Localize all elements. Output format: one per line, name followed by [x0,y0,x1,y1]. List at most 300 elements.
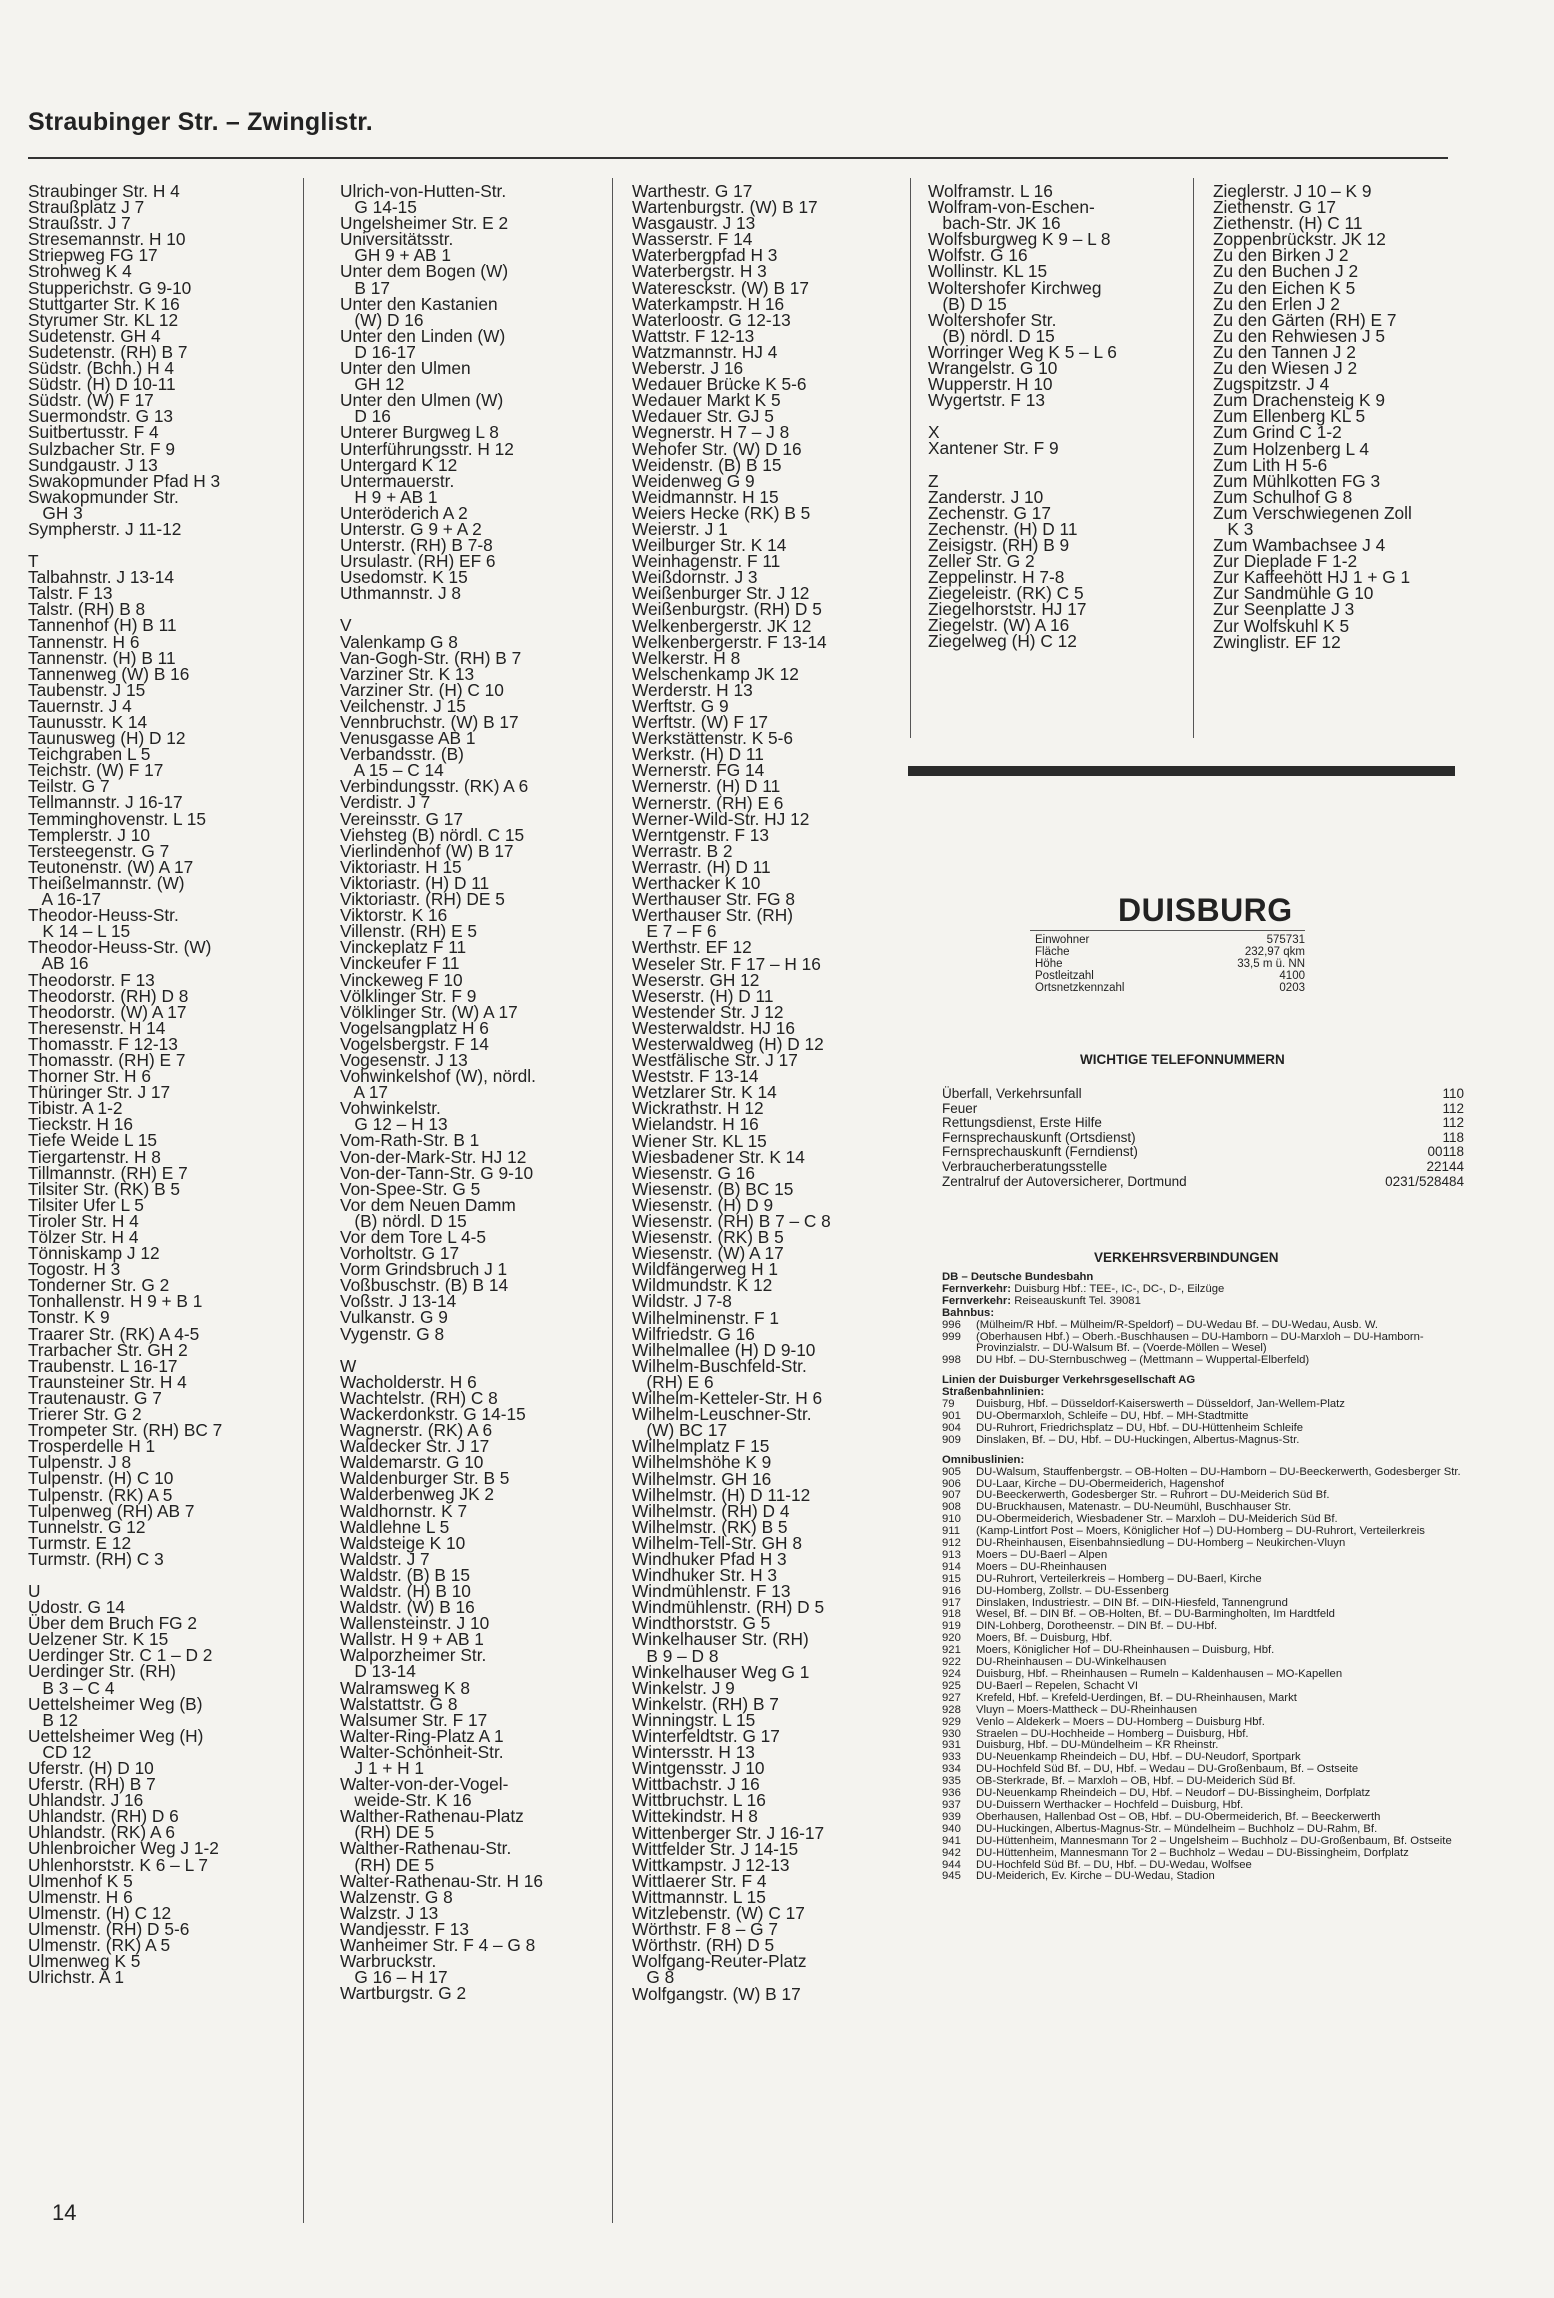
street-entry: Winterfeldtstr. G 17 [632,1726,780,1746]
street-entry: (B) nördl. D 15 [340,1210,467,1231]
street-entry: Valenkamp G 8 [340,631,458,652]
street-entry: Wegnerstr. H 7 – J 8 [632,422,790,443]
street-entry: Waldstr. (W) B 16 [340,1597,475,1618]
street-entry: Tulpenstr. (H) C 10 [28,1468,174,1489]
street-entry: Wildstr. J 7-8 [632,1291,732,1312]
street-entry: Warbruckstr. [340,1951,437,1972]
street-entry: Waldstr. J 7 [340,1548,430,1569]
street-entry: B 9 – D 8 [632,1645,719,1666]
route-description: Wesel, Bf. – DIN Bf. – OB-Holten, Bf. – DU-Barmingholten, Im Hardtfeld [976,1608,1335,1621]
transport-title: VERKEHRSVERBINDUNGEN [1094,1250,1279,1265]
section-letter: U [28,1580,41,1601]
street-entry: Zur Wolfskuhl K 5 [1213,615,1350,636]
route-line [942,1332,1464,1356]
street-entry: Wilhelm-Buschfeld-Str. [632,1355,807,1376]
route-number: 928 [942,1703,961,1716]
street-entry: Wernerstr. (H) D 11 [632,776,781,797]
street-entry: Waldenburger Str. B 5 [340,1468,510,1489]
street-entry: Traarer Str. (RK) A 4-5 [28,1323,200,1344]
stat-label: Höhe [1035,958,1063,970]
street-entry: Wilhelmallee (H) D 9-10 [632,1339,816,1360]
column-divider [303,178,304,2223]
street-entry: B 3 – C 4 [28,1677,115,1698]
phone-row [942,1160,1464,1175]
street-entry: Unteröderich A 2 [340,502,468,523]
street-entry: Vor dem Tore L 4-5 [340,1227,487,1247]
street-entry: GH 12 [340,374,405,395]
route-description: DU-Homberg, Zollstr. – DU-Essenberg [976,1584,1169,1597]
street-entry: Walter-Ring-Platz A 1 [340,1725,504,1746]
route-number: 901 [942,1409,961,1422]
route-description: Vluyn – Moers-Mattheck – DU-Rheinhausen [976,1703,1198,1716]
street-entry: Voßbuschstr. (B) B 14 [340,1275,509,1296]
street-entry: Unter dem Bogen (W) [340,261,509,282]
street-entry: H 9 + AB 1 [340,486,438,507]
route-number: 934 [942,1763,961,1776]
route-description: DU-Hochfeld Süd Bf. – DU, Hbf. – DU-Wedau, Wolfsee [976,1858,1252,1871]
street-entry: Tölzer Str. H 4 [28,1227,139,1247]
street-entry: Wilhelmplatz F 15 [632,1436,770,1457]
street-entry: Watzmannstr. HJ 4 [632,341,778,362]
street-entry: Weserstr. GH 12 [632,969,760,990]
street-entry: Werftstr. (W) F 17 [632,712,769,733]
street-entry: Vohwinkelshof (W), nördl. [340,1066,536,1087]
street-entry: Unterstr. G 9 + A 2 [340,518,482,539]
stat-row [1035,934,1305,946]
route-number: 936 [942,1787,961,1800]
phone-label: Fernsprechauskunft (Ortsdienst) [942,1129,1136,1145]
street-entry: Wiener Str. KL 15 [632,1130,767,1151]
street-entry: Werrastr. (H) D 11 [632,856,771,877]
route-line [942,1423,1464,1435]
street-entry: Werthstr. EF 12 [632,937,752,958]
route-number: 942 [942,1846,961,1859]
street-entry: Zu den Wiesen J 2 [1213,358,1358,379]
phone-number: 00118 [1427,1144,1464,1160]
route-description: Dinslaken, Industriestr. – DIN Bf. – DIN-Hiesfeld, Tannengrund [976,1596,1288,1609]
street-entry: G 16 – H 17 [340,1967,448,1988]
street-entry: Zum Grind C 1-2 [1213,422,1342,443]
route-number: 944 [942,1858,961,1871]
street-entry: Uhlenhorststr. K 6 – L 7 [28,1854,208,1875]
street-entry: Unter den Ulmen [340,358,471,379]
street-entry: Sulzbacher Str. F 9 [28,438,175,459]
street-entry: Winningstr. L 15 [632,1709,756,1730]
street-entry: Westerwaldstr. HJ 16 [632,1017,795,1038]
street-entry: Sudetenstr. GH 4 [28,325,161,346]
route-number: 996 [942,1318,961,1331]
stat-value: 575731 [1266,934,1305,946]
street-entry: Swakopmunder Pfad H 3 [28,470,221,491]
street-entry: Wedauer Str. GJ 5 [632,406,774,427]
street-entry: Turmstr. (RH) C 3 [28,1548,164,1569]
street-entry: Weißdornstr. J 3 [632,567,758,588]
street-entry: Weserstr. (H) D 11 [632,985,774,1006]
street-entry: Vereinsstr. G 17 [340,808,463,829]
route-line [942,1871,1464,1883]
route-description: Moers – DU-Baerl – Alpen [976,1548,1108,1561]
street-entry: Wollinstr. KL 15 [928,261,1048,282]
stat-label: Ortsnetzkennzahl [1035,982,1125,994]
route-number: 941 [942,1834,961,1847]
street-entry: Zu den Buchen J 2 [1213,261,1359,282]
street-entry: Traubenstr. L 16-17 [28,1355,178,1376]
street-entry: Wagnerstr. (RK) A 6 [340,1420,493,1441]
route-description: DU-Hüttenheim, Mannesmann Tor 2 – Buchholz – Wedau – DU-Bissingheim, Dorfplatz [976,1846,1409,1859]
street-entry: Tönniskamp J 12 [28,1243,160,1264]
route-number: 935 [942,1775,961,1788]
street-entry: Über dem Bruch FG 2 [28,1613,198,1634]
route-description: Straelen – DU-Hochheide – Homberg – Duisburg, Hbf. [976,1727,1249,1740]
phone-label: Überfall, Verkehrsunfall [942,1086,1082,1101]
street-entry: Werkstr. (H) D 11 [632,744,764,765]
street-entry: Wilfriedstr. G 16 [632,1323,755,1344]
street-entry: Viktoriastr. H 15 [340,856,462,877]
street-entry: Walzenstr. G 8 [340,1886,453,1907]
street-entry: Winkelstr. (RH) B 7 [632,1693,779,1714]
street-entry: Windhuker Pfad H 3 [632,1548,787,1569]
street-entry: GH 3 [28,502,83,523]
street-entry: Wiesenstr. (W) A 17 [632,1243,784,1264]
street-entry: Zoppenbrückstr. JK 12 [1213,229,1386,250]
route-line [942,1693,1464,1705]
phone-number: 112 [1442,1115,1464,1131]
street-entry: Wrangelstr. G 10 [928,358,1058,379]
street-column-1 [28,181,288,1988]
street-entry: Wasgaustr. J 13 [632,213,756,234]
street-entry: Waldstr. (H) B 10 [340,1580,471,1601]
street-entry: Wilhelmstr. (RH) D 4 [632,1500,790,1521]
street-entry: Ziegelweg (H) C 12 [928,631,1077,652]
phone-number: 112 [1442,1100,1464,1116]
street-entry: Südstr. (H) D 10-11 [28,374,176,395]
street-entry: Walther-Rathenau-Str. [340,1838,512,1859]
street-entry: Templerstr. J 10 [28,824,150,845]
street-entry: A 15 – C 14 [340,760,444,781]
street-entry: Zum Schulhof G 8 [1213,486,1353,507]
phone-row [942,1102,1464,1117]
street-entry: Walter-Rathenau-Str. H 16 [340,1870,543,1891]
street-entry: Wandjesstr. F 13 [340,1918,470,1939]
street-entry: Wiesenstr. (B) BC 15 [632,1178,794,1199]
route-number: 937 [942,1798,961,1811]
street-entry: Worringer Weg K 5 – L 6 [928,341,1117,362]
street-entry: Welkenbergerstr. JK 12 [632,615,812,636]
street-entry: Zu den Birken J 2 [1213,245,1349,266]
street-entry: Waldlehne L 5 [340,1516,450,1537]
street-entry: Ulrichstr. A 1 [28,1967,125,1988]
page-number: 14 [52,2200,77,2225]
street-entry: Trautenaustr. G 7 [28,1387,162,1408]
line-group-label: Omnibuslinien: [942,1453,1025,1466]
route-description: DIN-Lohberg, Dorotheenstr. – DIN Bf. – DU-Hbf. [976,1620,1218,1633]
stat-value: 33,5 m ü. NN [1237,958,1305,970]
street-entry: (W) D 16 [340,309,424,330]
street-entry: Verbandsstr. (B) [340,744,464,765]
street-entry: Vohwinkelstr. [340,1098,441,1119]
street-entry: Waterloostr. G 12-13 [632,309,791,330]
phone-number: 118 [1442,1129,1464,1145]
street-entry: Tiroler Str. H 4 [28,1210,139,1231]
street-entry: Vulkanstr. G 9 [340,1307,448,1328]
stat-value: 232,97 qkm [1244,946,1305,958]
route-number: 920 [942,1632,961,1645]
street-entry: B 12 [28,1709,78,1730]
street-entry: K 14 – L 15 [28,921,131,942]
street-entry: K 3 [1213,518,1254,539]
street-entry: Ursulastr. (RH) EF 6 [340,551,496,572]
street-entry: Theodor-Heuss-Str. (W) [28,937,212,958]
street-entry: Tilsiter Ufer L 5 [28,1194,144,1215]
street-entry: Tieckstr. H 16 [28,1114,133,1135]
stat-label: Einwohner [1035,934,1090,946]
street-entry: Zum Ellenberg KL 5 [1213,406,1366,427]
route-description: (Mülheim/R Hbf. – Mülheim/R-Speldorf) – DU-Wedau Bf. – DU-Wedau, Ausb. W. [976,1318,1379,1331]
street-entry: (RH) DE 5 [340,1854,435,1875]
street-entry: Wittekindstr. H 8 [632,1806,758,1827]
street-entry: Ulmenhof K 5 [28,1870,133,1891]
route-line [942,1836,1464,1848]
street-entry: Suitbertusstr. F 4 [28,422,159,443]
city-stats [1035,934,1305,994]
page-title: Straubinger Str. – Zwinglistr. [28,108,373,136]
street-entry: D 13-14 [340,1661,416,1682]
street-entry: Verbindungsstr. (RK) A 6 [340,776,529,797]
street-entry: Wernerstr. FG 14 [632,760,765,781]
street-entry: Zeppelinstr. H 7-8 [928,567,1065,588]
street-entry: Wackerdonkstr. G 14-15 [340,1403,526,1424]
street-entry: Tonhallenstr. H 9 + B 1 [28,1291,203,1312]
street-entry: Talstr. (RH) B 8 [28,599,146,620]
route-description: DU-Hüttenheim, Mannesmann Tor 2 – Ungelsheim – Buchholz – DU-Großenbaum, Bf. Ostseite [976,1834,1452,1847]
phone-row [942,1087,1464,1102]
street-entry: Zwinglistr. EF 12 [1213,631,1341,652]
street-entry: Wickrathstr. H 12 [632,1098,764,1119]
route-line [942,1320,1464,1332]
phone-row [942,1145,1464,1160]
street-entry: (B) nördl. D 15 [928,325,1055,346]
street-entry: Wittfelder Str. J 14-15 [632,1838,799,1859]
street-entry: Tiergartenstr. H 8 [28,1146,161,1167]
section-letter: W [340,1355,357,1376]
street-entry: Woltershofer Str. [928,309,1057,330]
street-entry: Weißenburgstr. (RH) D 5 [632,599,822,620]
street-entry: Theodor-Heuss-Str. [28,905,179,926]
street-entry: Werthauser Str. (RH) [632,905,794,926]
street-entry: Wörthstr. F 8 – G 7 [632,1919,778,1940]
street-entry: Tannenweg (W) B 16 [28,663,190,684]
route-number: 919 [942,1620,961,1633]
street-column-3 [632,183,897,2002]
street-entry: Swakopmunder Str. [28,486,179,507]
street-entry: Stuttgarter Str. K 16 [28,293,180,314]
street-column-5 [1213,183,1463,650]
street-entry: Tellmannstr. J 16-17 [28,792,183,813]
route-description: Venlo – Aldekerk – Moers – DU-Homberg – Duisburg Hbf. [976,1715,1265,1728]
street-entry: Windthorststr. G 5 [632,1613,771,1634]
db-line-label: Fernverkehr: [942,1282,1012,1295]
street-entry: Vinckeplatz F 11 [340,937,467,958]
street-entry: Tannenstr. H 6 [28,631,140,652]
street-entry: Uettelsheimer Weg (H) [28,1725,204,1746]
route-number: 945 [942,1870,961,1883]
street-entry: Sudetenstr. (RH) B 7 [28,341,188,362]
street-entry: Vennbruchstr. (W) B 17 [340,712,519,732]
stat-row [1035,946,1305,958]
street-entry: Wiesenstr. (RK) B 5 [632,1227,784,1248]
route-description: DU-Obermeiderich, Wiesbadener Str. – Marxloh – DU-Meiderich Süd Bf. [976,1513,1338,1526]
street-entry: Zechenstr. (H) D 11 [928,518,1078,539]
street-entry: Wilhelm-Ketteler-Str. H 6 [632,1388,823,1409]
phone-list [942,1087,1464,1189]
street-entry: Tulpenweg (RH) AB 7 [28,1500,195,1521]
phone-number: 110 [1442,1086,1464,1101]
street-entry: Völklinger Str. (W) A 17 [340,1001,518,1022]
street-entry: Zum Holzenberg L 4 [1213,438,1369,459]
route-line [942,1586,1464,1598]
phone-number: 22144 [1426,1158,1464,1174]
route-line [942,1355,1464,1367]
street-entry: Wedauer Brücke K 5-6 [632,374,807,395]
route-line [942,1467,1464,1479]
route-description: DU-Meiderich, Ev. Kirche – DU-Wedau, Stadion [976,1870,1215,1883]
street-entry: Wacholderstr. H 6 [340,1371,477,1392]
street-entry: Unterer Burgweg L 8 [340,422,499,443]
line-group-label: Bahnbus: [942,1306,995,1319]
street-entry: Tersteegenstr. G 7 [28,840,170,861]
street-entry: Wernerstr. (RH) E 6 [632,792,784,813]
route-description: DU-Rheinhausen – DU-Winkelhausen [976,1656,1167,1669]
street-entry: Voßstr. J 13-14 [340,1291,457,1312]
street-entry: Uhlenbroicher Weg J 1-2 [28,1838,219,1859]
street-entry: (W) BC 17 [632,1420,728,1441]
route-description: (Kamp-Lintfort Post – Moers, Königlicher Hof –) DU-Homberg – DU-Ruhrort, Verteilerkreis [976,1525,1425,1538]
stat-row [1035,982,1305,994]
street-entry: Uettelsheimer Weg (B) [28,1693,203,1714]
route-number: 925 [942,1679,961,1692]
street-entry: Werkstättenstr. K 5-6 [632,728,794,749]
street-entry: Zum Drachensteig K 9 [1213,390,1385,411]
street-entry: Wörthstr. (RH) D 5 [632,1935,775,1956]
street-entry: Waldecker Str. J 17 [340,1436,490,1457]
street-entry: Wittlaerer Str. F 4 [632,1870,767,1891]
street-entry: Uerdinger Str. C 1 – D 2 [28,1645,213,1666]
street-entry: Ziegelstr. (W) A 16 [928,615,1070,636]
street-entry: Zur Dieplade F 1-2 [1213,551,1358,572]
route-description: DU-Duissern Werthacker – Hochfeld – Duisburg, Hbf. [976,1798,1244,1811]
street-entry: Vorholtstr. G 17 [340,1243,460,1264]
route-description: DU-Hochfeld Süd Bf. – DU, Hbf. – Wedau – DU-Großenbaum, Bf. – Ostseite [976,1763,1359,1776]
stat-row [1035,958,1305,970]
route-number: 905 [942,1465,961,1478]
street-entry: Winkelhauser Str. (RH) [632,1629,809,1650]
phone-label: Rettungsdienst, Erste Hilfe [942,1115,1102,1131]
street-entry: G 8 [632,1967,675,1988]
column-divider [612,178,613,2223]
street-entry: Wasserstr. F 14 [632,229,753,250]
street-entry: Uferstr. (RH) B 7 [28,1774,156,1795]
street-entry: Walsumer Str. F 17 [340,1709,488,1730]
route-description: OB-Sterkrade, Bf. – Marxloh – OB, Hbf. – DU-Meiderich Süd Bf. [976,1775,1296,1788]
db-title: DB – Deutsche Bundesbahn [942,1271,1094,1283]
street-entry: Verdistr. J 7 [340,792,431,813]
street-entry: bach-Str. JK 16 [928,213,1061,234]
street-entry: Wiesenstr. (RH) B 7 – C 8 [632,1211,831,1231]
street-entry: Welkerstr. H 8 [632,647,741,668]
street-entry: Unterführungsstr. H 12 [340,438,514,459]
street-entry: Unter den Ulmen (W) [340,390,504,411]
street-entry: Viehsteg (B) nördl. C 15 [340,824,525,845]
section-letter: V [340,615,352,636]
street-entry: Wolfgangstr. (W) B 17 [632,1983,801,2004]
street-entry: Suermondstr. G 13 [28,406,174,427]
street-entry: Taunusstr. K 14 [28,712,148,732]
route-description: DU-Baerl – Repelen, Schacht VI [976,1679,1139,1692]
stat-value: 4100 [1279,970,1305,982]
route-description: Moers, Bf. – Duisburg, Hbf. [976,1632,1113,1645]
street-entry: Ulmenstr. (RH) D 5-6 [28,1918,190,1939]
street-entry: Usedomstr. K 15 [340,567,468,588]
route-description: DU-Ruhrort, Verteilerkreis – Homberg – DU-Baerl, Kirche [976,1572,1262,1585]
street-entry: Wetzlarer Str. K 14 [632,1082,777,1103]
street-entry: Von-der-Mark-Str. HJ 12 [340,1146,527,1167]
street-entry: Zum Wambachsee J 4 [1213,535,1386,556]
street-entry: Zum Mühlkotten FG 3 [1213,470,1381,491]
route-number: 79 [942,1398,955,1411]
street-entry: Zu den Eichen K 5 [1213,277,1356,298]
street-entry: Zu den Tannen J 2 [1213,341,1356,362]
route-description: DU-Neuenkamp Rheindeich – DU, Hbf. – DU-Neudorf, Sportpark [976,1751,1301,1764]
street-entry: Wolfsburgweg K 9 – L 8 [928,229,1111,250]
street-entry: Welschenkamp JK 12 [632,663,799,684]
street-entry: Westerwaldweg (H) D 12 [632,1033,824,1054]
route-number: 930 [942,1727,961,1740]
street-entry: Tibistr. A 1-2 [28,1098,123,1119]
street-entry: Varziner Str. K 13 [340,663,475,684]
street-entry: Straußstr. J 7 [28,213,131,234]
street-entry: Universitätsstr. [340,229,454,250]
route-description: DU-Walsum, Stauffenbergstr. – OB-Holten – DU-Hamborn – DU-Beeckerwerth, Godesberger Str. [976,1465,1461,1478]
street-entry: Thorner Str. H 6 [28,1066,151,1087]
street-entry: Thüringer Str. J 17 [28,1082,171,1103]
street-entry: Viktoriastr. (RH) DE 5 [340,889,505,910]
street-entry: Werderstr. H 13 [632,679,753,700]
street-entry: Theodorstr. F 13 [28,969,155,990]
street-entry: Tannenstr. (H) B 11 [28,647,176,668]
street-entry: Weidenweg G 9 [632,470,755,491]
street-entry: Vorm Grindsbruch J 1 [340,1259,508,1280]
street-entry: Wilhelm-Leuschner-Str. [632,1404,812,1425]
street-entry: Wilhelmshöhe K 9 [632,1452,772,1473]
street-entry: Ziethenstr. G 17 [1213,197,1336,218]
street-entry: Tonstr. K 9 [28,1307,110,1328]
street-entry: Wilhelmstr. GH 16 [632,1468,772,1489]
db-line [942,1296,1464,1308]
street-entry: AB 16 [28,953,89,974]
street-entry: Wilhelmstr. (H) D 11-12 [632,1484,811,1505]
street-entry: Waterbergstr. H 3 [632,261,767,282]
street-entry: Stupperichstr. G 9-10 [28,277,192,298]
street-entry: Vinckeweg F 10 [340,969,463,990]
street-entry: Ulrich-von-Hutten-Str. [340,181,507,201]
street-entry: Zugspitzstr. J 4 [1213,374,1330,395]
street-entry: Wehofer Str. (W) D 16 [632,438,802,459]
street-entry: Vogelsbergstr. F 14 [340,1033,489,1054]
street-column-4 [928,183,1178,650]
street-entry: Trierer Str. G 2 [28,1404,142,1425]
street-entry: Wiesbadener Str. K 14 [632,1146,805,1167]
db-line-label: Fernverkehr: [942,1294,1012,1307]
